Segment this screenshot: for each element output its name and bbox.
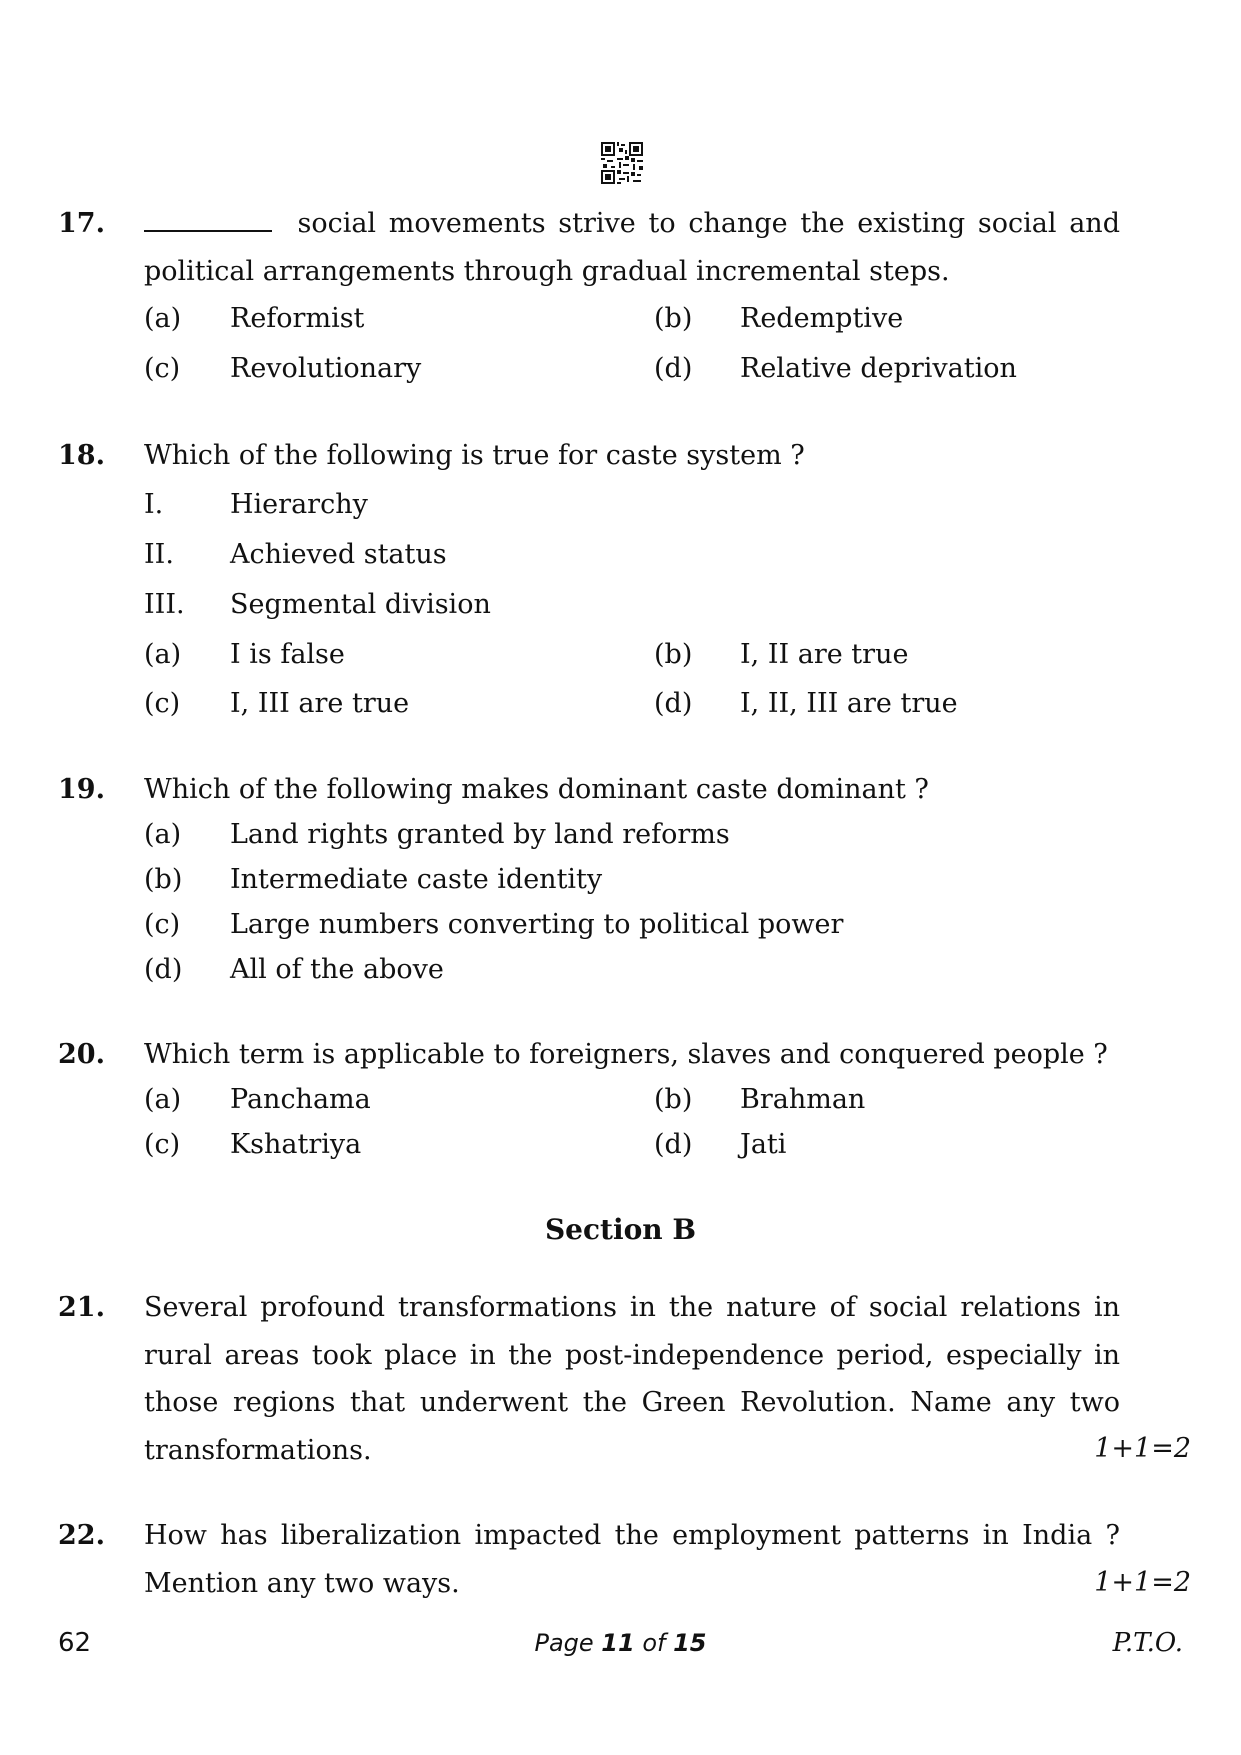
marks-label: 1+1=2 xyxy=(1094,1433,1191,1464)
page-number: Page 11 of 15 xyxy=(534,1629,707,1657)
question-number: 17. xyxy=(58,208,105,239)
question-number: 21. xyxy=(58,1292,105,1323)
pto-label: P.T.O. xyxy=(1112,1628,1183,1658)
question-text: How has liberalization impacted the employment patterns in India ? Mention any two ways. xyxy=(144,1520,1120,1599)
question-text: Which term is applicable to foreigners, slaves and conquered people ? xyxy=(144,1039,1108,1070)
paper-code: 62 xyxy=(58,1628,92,1658)
question-number: 19. xyxy=(58,774,105,805)
question-number: 20. xyxy=(58,1039,105,1070)
question-number: 18. xyxy=(58,440,105,471)
fill-in-blank xyxy=(144,206,272,232)
section-b-heading: Section B xyxy=(544,1213,697,1246)
question-text: social movements strive to change the existing social and political arrangements through gradual incremental steps. xyxy=(144,208,1120,287)
question-number: 22. xyxy=(58,1520,105,1551)
qr-code-icon xyxy=(601,142,643,184)
question-text: Which of the following makes dominant caste dominant ? xyxy=(144,774,929,805)
marks-label: 1+1=2 xyxy=(1094,1567,1191,1598)
question-text: Several profound transformations in the nature of social relations in rural areas took place in the post-independence period, especially in those regions that underwent the Green Revolution. Name any two transformations. xyxy=(144,1292,1120,1466)
question-text: Which of the following is true for caste system ? xyxy=(144,440,805,471)
